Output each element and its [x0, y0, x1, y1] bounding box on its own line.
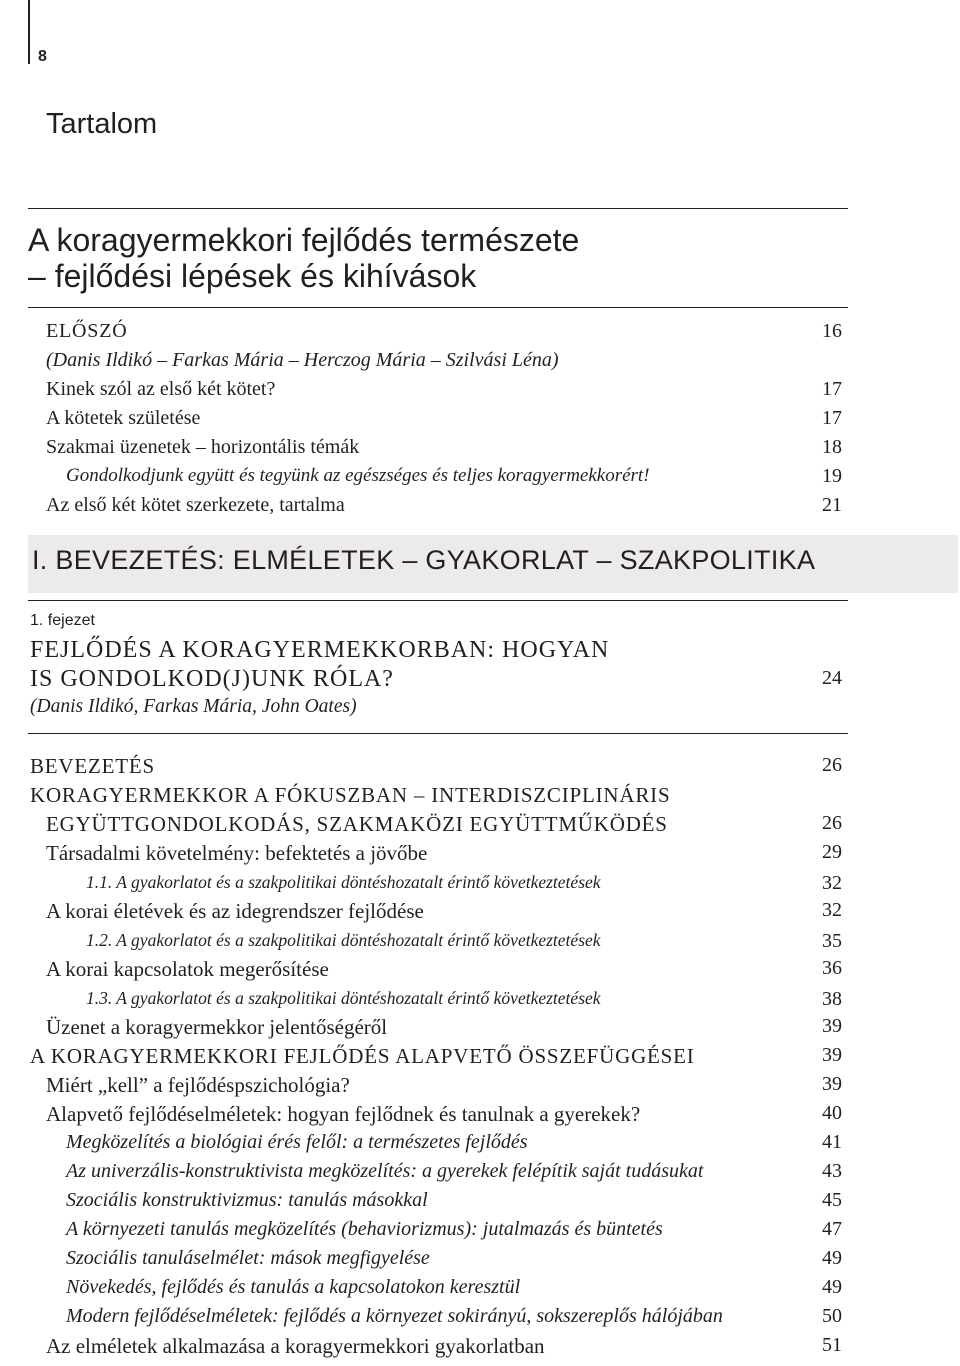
toc-entry-title: Szociális tanuláselmélet: mások megfigyelése	[66, 1247, 430, 1269]
top-rule	[28, 208, 848, 209]
toc-entry-page: 32	[822, 899, 842, 921]
toc-entry-foreword[interactable]	[0, 320, 960, 348]
toc-entry-title: Növekedés, fejlődés és tanulás a kapcsolatokon keresztül	[66, 1276, 521, 1298]
toc-entry-page: 39	[822, 1073, 842, 1095]
toc-entry-page: 40	[822, 1102, 842, 1124]
toc-entry-title: Az univerzális-konstruktivista megközelítés: a gyerekek felépítik saját tudásukat	[66, 1160, 704, 1182]
toc-entry-title: Szakmai üzenetek – horizontális témák	[46, 436, 360, 458]
volume-title-line-1: A koragyermekkori fejlődés természete	[28, 222, 580, 258]
chapter-title-line-1: FEJLŐDÉS A KORAGYERMEKKORBAN: HOGYAN	[30, 637, 610, 663]
toc-entry[interactable]	[0, 812, 960, 840]
chapter-page: 24	[822, 667, 842, 689]
part-title[interactable]: I. BEVEZETÉS: ELMÉLETEK – GYAKORLAT – SZAKPOLITIKA	[32, 545, 816, 575]
toc-entry[interactable]	[0, 899, 960, 927]
toc-entry-title: EGYÜTTGONDOLKODÁS, SZAKMAKÖZI EGYÜTTMŰKÖDÉS	[46, 812, 668, 836]
toc-entry-title: (Danis Ildikó – Farkas Mária – Herczog Mária – Szilvási Léna)	[46, 349, 559, 371]
toc-entry[interactable]	[0, 494, 960, 522]
toc-entry-foreword-authors	[0, 349, 960, 377]
volume-title-line-2: – fejlődési lépések és kihívások	[28, 258, 477, 294]
chapter-rule	[28, 733, 848, 734]
chapter-title-line-2: IS GONDOLKOD(J)UNK RÓLA?	[30, 666, 394, 692]
toc-entry[interactable]	[0, 1044, 960, 1072]
toc-entry[interactable]	[0, 407, 960, 435]
toc-entry[interactable]	[0, 754, 960, 782]
chapter-label: 1. fejezet	[30, 612, 95, 629]
toc-entry-page: 43	[822, 1160, 842, 1182]
toc-entry[interactable]	[0, 1334, 960, 1362]
toc-entry-page: 17	[822, 378, 842, 400]
toc-entry[interactable]	[0, 465, 960, 493]
toc-entry[interactable]	[0, 1073, 960, 1101]
toc-entry[interactable]	[0, 957, 960, 985]
toc-entry-title: A kötetek születése	[46, 407, 201, 429]
toc-entry-page: 39	[822, 1044, 842, 1066]
toc-entry[interactable]	[0, 988, 960, 1016]
toc-entry-page: 45	[822, 1189, 842, 1211]
toc-entry-page: 47	[822, 1218, 842, 1240]
toc-entry-title: ELŐSZÓ	[46, 320, 128, 342]
toc-entry-title: Modern fejlődéselméletek: fejlődés a környezet sokirányú, sokszereplős hálójában	[66, 1305, 723, 1327]
toc-entry-title: 1.1. A gyakorlatot és a szakpolitikai döntéshozatalt érintő következtetések	[86, 872, 601, 892]
toc-entry-title: Gondolkodjunk együtt és tegyünk az egészséges és teljes koragyermekkorért!	[66, 465, 650, 486]
chapter-authors: (Danis Ildikó, Farkas Mária, John Oates)	[30, 696, 357, 717]
toc-entry[interactable]	[0, 1015, 960, 1043]
toc-entry-title: A KORAGYERMEKKORI FEJLŐDÉS ALAPVETŐ ÖSSZEFÜGGÉSEI	[30, 1044, 695, 1068]
toc-entry-page: 51	[822, 1334, 842, 1356]
toc-entry-title: Az első két kötet szerkezete, tartalma	[46, 494, 345, 516]
toc-entry-page: 49	[822, 1276, 842, 1298]
toc-entry-title: KORAGYERMEKKOR A FÓKUSZBAN – INTERDISZCIPLINÁRIS	[30, 783, 671, 807]
toc-entry-title: Miért „kell” a fejlődéspszichológia?	[46, 1073, 350, 1097]
toc-entry-title: Az elméletek alkalmazása a koragyermekkori gyakorlatban	[46, 1334, 545, 1358]
toc-entry-title: Üzenet a koragyermekkor jelentőségéről	[46, 1015, 388, 1039]
toc-entry-title: Társadalmi követelmény: befektetés a jövőbe	[46, 841, 428, 865]
toc-entry[interactable]	[0, 841, 960, 869]
page-number: 8	[38, 48, 47, 65]
toc-entry-page: 32	[822, 872, 842, 894]
toc-entry[interactable]	[0, 1131, 960, 1159]
toc-entry-title: Kinek szól az első két kötet?	[46, 378, 276, 400]
toc-entry-page: 26	[822, 812, 842, 834]
chapter-title[interactable]	[30, 636, 609, 694]
toc-entry-page: 18	[822, 436, 842, 458]
toc-entry-title: 1.3. A gyakorlatot és a szakpolitikai döntéshozatalt érintő következtetések	[86, 988, 601, 1008]
toc-entry-page: 29	[822, 841, 842, 863]
toc-entry-page: 19	[822, 465, 842, 487]
toc-entry-page: 21	[822, 494, 842, 516]
toc-entry[interactable]	[0, 783, 960, 811]
toc-entry-page: 17	[822, 407, 842, 429]
toc-entry-title: Alapvető fejlődéselméletek: hogyan fejlődnek és tanulnak a gyerekek?	[46, 1102, 641, 1126]
toc-entry-page: 39	[822, 1015, 842, 1037]
toc-entry-page: 36	[822, 957, 842, 979]
toc-entry-page: 49	[822, 1247, 842, 1269]
toc-entry[interactable]	[0, 1247, 960, 1275]
toc-entry[interactable]	[0, 1160, 960, 1188]
toc-entry[interactable]	[0, 1189, 960, 1217]
toc-entry-title: A korai életévek és az idegrendszer fejlődése	[46, 899, 424, 923]
toc-entry-page: 41	[822, 1131, 842, 1153]
toc-entry[interactable]	[0, 1276, 960, 1304]
toc-entry[interactable]	[0, 1305, 960, 1333]
toc-entry-page: 50	[822, 1305, 842, 1327]
toc-entry-title: 1.2. A gyakorlatot és a szakpolitikai döntéshozatalt érintő következtetések	[86, 930, 601, 950]
margin-bar	[28, 0, 30, 64]
toc-entry-page: 16	[822, 320, 842, 342]
toc-entry-title: A korai kapcsolatok megerősítése	[46, 957, 329, 981]
toc-entry-page: 26	[822, 754, 842, 776]
toc-entry[interactable]	[0, 378, 960, 406]
toc-entry-title: BEVEZETÉS	[30, 754, 156, 778]
toc-entry-page: 35	[822, 930, 842, 952]
volume-title	[28, 222, 579, 294]
toc-entry[interactable]	[0, 436, 960, 464]
toc-entry[interactable]	[0, 930, 960, 958]
toc-entry[interactable]	[0, 872, 960, 900]
toc-entry[interactable]	[0, 1102, 960, 1130]
toc-entry[interactable]	[0, 1218, 960, 1246]
running-header: Tartalom	[46, 108, 158, 140]
part-rule	[28, 600, 848, 601]
toc-entry-title: Megközelítés a biológiai érés felől: a természetes fejlődés	[66, 1131, 528, 1153]
volume-rule	[28, 307, 848, 308]
toc-entry-title: Szociális konstruktivizmus: tanulás másokkal	[66, 1189, 428, 1211]
toc-entry-page: 38	[822, 988, 842, 1010]
toc-entry-title: A környezeti tanulás megközelítés (behaviorizmus): jutalmazás és büntetés	[66, 1218, 663, 1240]
